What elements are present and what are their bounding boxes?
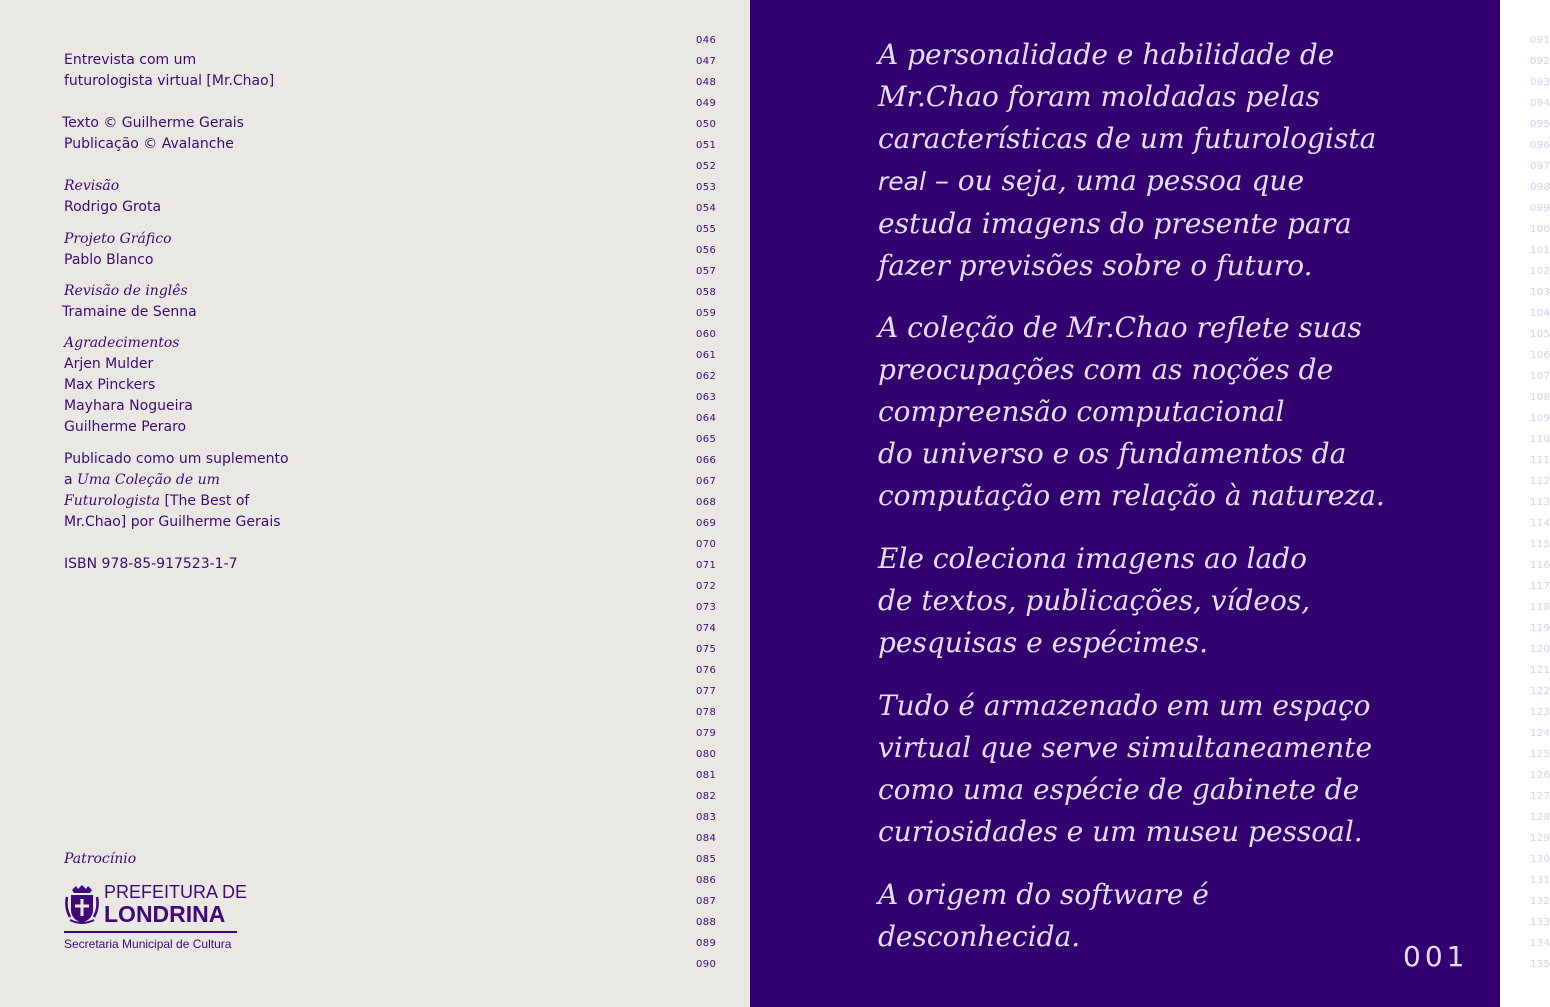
credit-publicacao: Publicação © Avalanche [64, 136, 234, 152]
line-number: 127 [1530, 791, 1550, 802]
line-number: 063 [696, 392, 717, 403]
line-number: 082 [696, 791, 717, 802]
logo-line-1: PREFEITURA DE [104, 882, 248, 902]
isbn: ISBN 978-85-917523-1-7 [64, 556, 238, 572]
paragraph-line: curiosidades e um museu pessoal. [878, 815, 1363, 848]
line-number: 066 [696, 455, 717, 466]
line-number: 104 [1530, 308, 1550, 319]
ingles-label: Revisão de inglês [64, 283, 188, 299]
line-number: 061 [696, 350, 717, 361]
line-number: 080 [696, 749, 717, 760]
book-title-part-1: Uma Coleção de um [77, 472, 220, 488]
line-number: 108 [1530, 392, 1550, 403]
line-number: 119 [1530, 623, 1550, 634]
publication-a: a [64, 472, 78, 488]
line-number: 131 [1530, 875, 1550, 886]
line-number: 114 [1530, 518, 1550, 529]
projeto-name: Pablo Blanco [64, 252, 154, 268]
line-number: 062 [696, 371, 717, 382]
line-number: 105 [1530, 329, 1550, 340]
line-number: 081 [696, 770, 717, 781]
line-number: 074 [696, 623, 717, 634]
paragraph-5 [878, 874, 1209, 958]
line-number: 118 [1530, 602, 1550, 613]
agradecimento-item: Arjen Mulder [64, 356, 154, 372]
paragraph-3 [878, 538, 1310, 664]
line-number: 102 [1530, 266, 1550, 277]
page-number: 001 [1403, 940, 1469, 973]
line-number: 100 [1530, 224, 1550, 235]
line-number: 050 [696, 119, 717, 130]
line-number: 077 [696, 686, 717, 697]
paragraph-line: preocupações com as noções de [878, 353, 1334, 386]
paragraph-line: A personalidade e habilidade de [878, 38, 1335, 71]
paragraph-line: virtual que serve simultaneamente [878, 731, 1373, 764]
paragraph-line: do universo e os fundamentos da [878, 437, 1347, 470]
line-number: 088 [696, 917, 717, 928]
line-number: 110 [1530, 434, 1550, 445]
line-number: 084 [696, 833, 717, 844]
line-number: 072 [696, 581, 717, 592]
paragraph-4 [878, 685, 1372, 853]
publication-line-1: Publicado como um suplemento [64, 451, 289, 467]
prefeitura-londrina-logo [64, 882, 248, 952]
line-number: 078 [696, 707, 717, 718]
agradecimento-item: Max Pinckers [64, 377, 156, 393]
title-line-1: Entrevista com um [64, 52, 197, 68]
line-number: 098 [1530, 182, 1550, 193]
line-number: 109 [1530, 413, 1550, 424]
agradecimentos-label: Agradecimentos [64, 335, 180, 351]
line-number: 068 [696, 497, 717, 508]
book-title-part-2: Futurologista [64, 493, 160, 509]
line-number: 054 [696, 203, 717, 214]
line-number: 056 [696, 245, 717, 256]
line-number: 094 [1530, 98, 1550, 109]
line-number: 134 [1530, 938, 1550, 949]
line-number: 046 [696, 35, 717, 46]
paragraph-line: computação em relação à natureza. [878, 479, 1385, 512]
patrocinio-label: Patrocínio [64, 851, 137, 867]
line-number: 130 [1530, 854, 1550, 865]
line-number: 089 [696, 938, 717, 949]
ingles-name: Tramaine de Senna [62, 304, 197, 320]
paragraph-line: A origem do software é [878, 878, 1209, 911]
line-number: 052 [696, 161, 717, 172]
line-number: 111 [1530, 455, 1550, 466]
line-number: 055 [696, 224, 717, 235]
emphasis-real: real [878, 167, 926, 196]
line-number: 086 [696, 875, 717, 886]
line-number: 097 [1530, 161, 1550, 172]
paragraph-2 [878, 307, 1385, 517]
line-number: 096 [1530, 140, 1550, 151]
line-number: 069 [696, 518, 717, 529]
line-number: 060 [696, 329, 717, 340]
logo-line-3: Secretaria Municipal de Cultura [64, 937, 232, 951]
line-number: 058 [696, 287, 717, 298]
line-number: 128 [1530, 812, 1550, 823]
line-number: 135 [1530, 959, 1550, 970]
line-number: 057 [696, 266, 717, 277]
logo-line-2: LONDRINA [104, 901, 226, 927]
line-number: 124 [1530, 728, 1550, 739]
paragraph-line-rest: – ou seja, uma pessoa que [934, 164, 1305, 197]
paragraph-line [878, 160, 1376, 203]
title-line-2: futurologista virtual [Mr.Chao] [64, 73, 275, 89]
line-number: 113 [1530, 497, 1550, 508]
paragraph-line: de textos, publicações, vídeos, [878, 584, 1311, 617]
publication-line-4: Mr.Chao] por Guilherme Gerais [64, 514, 281, 530]
line-number: 115 [1530, 539, 1550, 550]
line-number: 049 [696, 98, 717, 109]
revisao-name: Rodrigo Grota [64, 199, 162, 215]
agradecimento-item: Mayhara Nogueira [64, 398, 193, 414]
line-number: 117 [1530, 581, 1550, 592]
line-number: 073 [696, 602, 717, 613]
line-number: 125 [1530, 749, 1550, 760]
line-number: 106 [1530, 350, 1550, 361]
paragraph-line: como uma espécie de gabinete de [878, 773, 1360, 806]
line-number: 064 [696, 413, 717, 424]
line-number: 103 [1530, 287, 1550, 298]
paragraph-line: características de um futurologista [878, 122, 1377, 155]
line-number: 076 [696, 665, 717, 676]
line-number: 126 [1530, 770, 1550, 781]
line-number: 067 [696, 476, 717, 487]
paragraph-line: pesquisas e espécimes. [878, 626, 1209, 659]
line-number: 053 [696, 182, 717, 193]
publication-line-2 [64, 470, 220, 491]
line-number: 059 [696, 308, 717, 319]
line-number: 085 [696, 854, 717, 865]
revisao-label: Revisão [64, 178, 120, 194]
line-number: 090 [696, 959, 717, 970]
line-number: 116 [1530, 560, 1550, 571]
paragraph-line: A coleção de Mr.Chao reflete suas [878, 311, 1362, 344]
line-number: 112 [1530, 476, 1550, 487]
paragraph-line: Ele coleciona imagens ao lado [878, 542, 1307, 575]
line-number: 070 [696, 539, 717, 550]
line-number: 047 [696, 56, 717, 67]
paragraph-line: desconhecida. [878, 920, 1081, 953]
paragraph-line: compreensão computacional [878, 395, 1285, 428]
line-number: 065 [696, 434, 717, 445]
paragraph-line: estuda imagens do presente para [878, 207, 1352, 240]
coat-of-arms-icon [64, 884, 100, 926]
agradecimento-item: Guilherme Peraro [64, 419, 187, 435]
paragraph-line: Tudo é armazenado em um espaço [878, 689, 1371, 722]
logo-divider [64, 931, 237, 933]
line-number: 087 [696, 896, 717, 907]
line-number: 121 [1530, 665, 1550, 676]
projeto-label: Projeto Gráfico [64, 231, 172, 247]
left-page [0, 0, 750, 1007]
line-number: 099 [1530, 203, 1550, 214]
line-number: 092 [1530, 56, 1550, 67]
credit-texto: Texto © Guilherme Gerais [62, 115, 244, 131]
line-number: 051 [696, 140, 717, 151]
line-number: 048 [696, 77, 717, 88]
line-number: 107 [1530, 371, 1550, 382]
line-number: 079 [696, 728, 717, 739]
line-number: 095 [1530, 119, 1550, 130]
paragraph-line: fazer previsões sobre o futuro. [878, 249, 1313, 282]
line-number: 075 [696, 644, 717, 655]
paragraph-line: Mr.Chao foram moldadas pelas [878, 80, 1320, 113]
best-of-text: [The Best of [160, 493, 250, 509]
line-number: 083 [696, 812, 717, 823]
line-number: 093 [1530, 77, 1550, 88]
line-number: 132 [1530, 896, 1550, 907]
line-number: 091 [1530, 35, 1550, 46]
line-number: 123 [1530, 707, 1550, 718]
line-number: 071 [696, 560, 717, 571]
line-number: 120 [1530, 644, 1550, 655]
publication-line-3 [64, 491, 249, 512]
line-number: 129 [1530, 833, 1550, 844]
line-number: 133 [1530, 917, 1550, 928]
line-number: 122 [1530, 686, 1550, 697]
paragraph-1 [878, 34, 1376, 287]
line-number: 101 [1530, 245, 1550, 256]
